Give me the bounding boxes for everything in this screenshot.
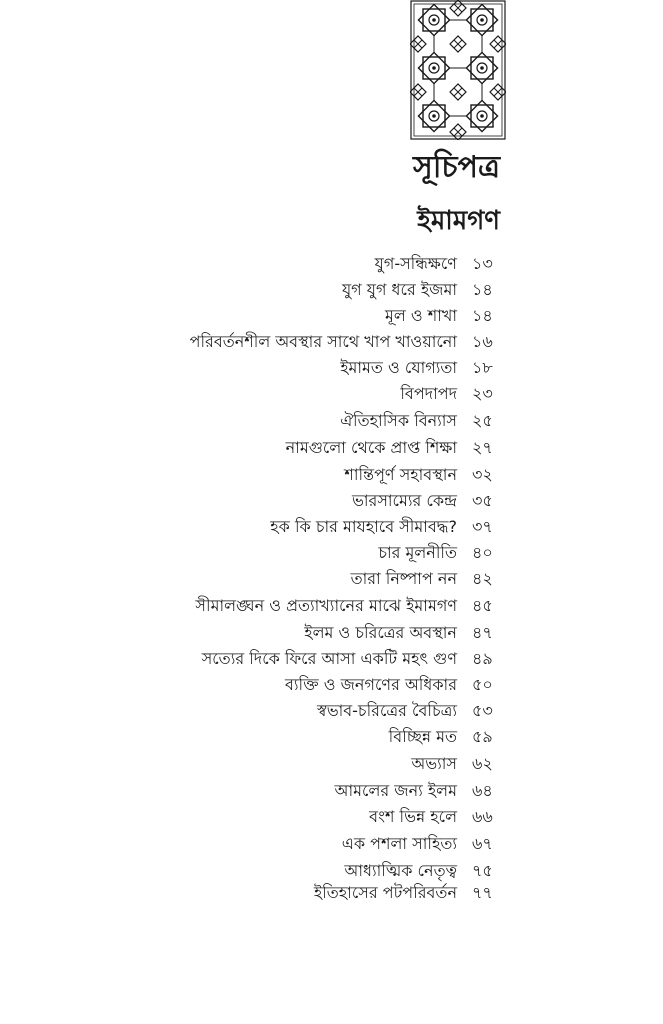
toc-entry-page: ১৩ <box>472 254 493 273</box>
toc-entry <box>0 831 663 857</box>
toc-entry <box>0 435 663 461</box>
toc-entry-title: মূল ও শাখা <box>384 306 457 325</box>
toc-entry-page: ৩৭ <box>472 517 493 536</box>
toc-entry <box>0 724 663 750</box>
toc-entry <box>0 751 663 777</box>
toc-entry-title: বিপদাপদ <box>400 384 457 403</box>
toc-entry <box>0 540 663 566</box>
toc-entry <box>0 488 663 514</box>
toc-entry <box>0 277 663 303</box>
toc-entry <box>0 880 663 906</box>
toc-entry <box>0 698 663 724</box>
toc-entry-page: ২৫ <box>472 411 493 430</box>
toc-entry-title: পরিবর্তনশীল অবস্থার সাথে খাপ খাওয়ানো <box>189 332 457 351</box>
toc-entry <box>0 408 663 434</box>
toc-entry-title: সীমালঙ্ঘন ও প্রত্যাখ্যানের মাঝে ইমামগণ <box>195 596 457 615</box>
toc-entry <box>0 355 663 381</box>
toc-entry-page: ৩৫ <box>472 491 493 510</box>
toc-entry-page: ৪০ <box>472 543 493 562</box>
toc-entry-page: ১৪ <box>472 306 493 325</box>
toc-entry-page: ৫৩ <box>472 701 493 720</box>
toc-entry <box>0 514 663 540</box>
toc-entry-title: তারা নিষ্পাপ নন <box>350 569 457 588</box>
toc-entry-page: ১৪ <box>472 280 493 299</box>
toc-entry-page: ৪৫ <box>472 596 493 615</box>
toc-entry-page: ৭৭ <box>472 883 493 902</box>
toc-entry <box>0 251 663 277</box>
toc-entry-page: ২৩ <box>472 384 493 403</box>
toc-entry-page: ৫০ <box>472 675 493 694</box>
toc-entry-title: স্বভাব-চরিত্রের বৈচিত্র্য <box>316 701 457 720</box>
toc-entry-title: ব্যক্তি ও জনগণের অধিকার <box>285 675 457 694</box>
toc-entry-title: ভারসাম্যের কেন্দ্র <box>351 491 457 510</box>
toc-entry-page: ১৮ <box>472 358 493 377</box>
toc-entry-title: ইতিহাসের পটপরিবর্তন <box>313 883 457 902</box>
toc-entry <box>0 462 663 488</box>
toc-entry-page: ৪৭ <box>472 623 493 642</box>
toc-entry-page: ২৭ <box>472 438 493 457</box>
toc-entry-page: ৬৪ <box>472 781 493 800</box>
toc-entry-page: ৫৯ <box>472 727 493 746</box>
toc-entry <box>0 778 663 804</box>
toc-entry-title: আধ্যাত্মিক নেতৃত্ব <box>344 861 457 880</box>
toc-entry-page: ৪৯ <box>472 649 493 668</box>
toc-entry-title: চার মূলনীতি <box>378 543 457 562</box>
page-title: সূচিপত্র <box>413 150 500 185</box>
toc-entry-title: বংশ ভিন্ন হলে <box>369 807 457 826</box>
toc-entry <box>0 804 663 830</box>
toc-entry <box>0 303 663 329</box>
toc-entry-page: ৬৬ <box>472 807 493 826</box>
section-heading: ইমামগণ <box>417 206 500 236</box>
toc-entry <box>0 646 663 672</box>
toc-entry-title: যুগ যুগ ধরে ইজমা <box>341 280 457 299</box>
toc-entry-title: ইলম ও চরিত্রের অবস্থান <box>304 623 457 642</box>
toc-entry-title: হক কি চার মাযহাবে সীমাবদ্ধ? <box>270 517 457 536</box>
toc-entry <box>0 329 663 355</box>
toc-entry <box>0 672 663 698</box>
toc-entry <box>0 381 663 407</box>
toc-entry-title: বিচ্ছিন্ন মত <box>388 727 457 746</box>
toc-entry <box>0 620 663 646</box>
toc-entry-title: ইমামত ও যোগ্যতা <box>340 358 457 377</box>
toc-entry-page: ৬৭ <box>472 834 493 853</box>
toc-entry-page: ১৬ <box>472 332 493 351</box>
toc-entry-page: ৪২ <box>472 569 493 588</box>
toc-entry-title: শান্তিপূর্ণ সহাবস্থান <box>344 465 457 484</box>
toc-entry-title: অভ্যাস <box>411 754 457 773</box>
toc-entry-page: ৩২ <box>472 465 493 484</box>
toc-entry-title: আমলের জন্য ইলম <box>334 781 457 800</box>
toc-entry-title: নামগুলো থেকে প্রাপ্ত শিক্ষা <box>285 438 457 457</box>
toc-entry-title: সত্যের দিকে ফিরে আসা একটি মহৎ গুণ <box>201 649 457 668</box>
toc-entry <box>0 566 663 592</box>
toc-entry-page: ৬২ <box>472 754 493 773</box>
toc-entry-page: ৭৫ <box>472 861 493 880</box>
geometric-ornament <box>410 0 506 140</box>
toc-entry-title: ঐতিহাসিক বিন্যাস <box>340 411 457 430</box>
toc-entry-title: এক পশলা সাহিত্য <box>341 834 457 853</box>
toc-entry-title: যুগ-সন্ধিক্ষণে <box>374 254 457 273</box>
toc-entry <box>0 593 663 619</box>
